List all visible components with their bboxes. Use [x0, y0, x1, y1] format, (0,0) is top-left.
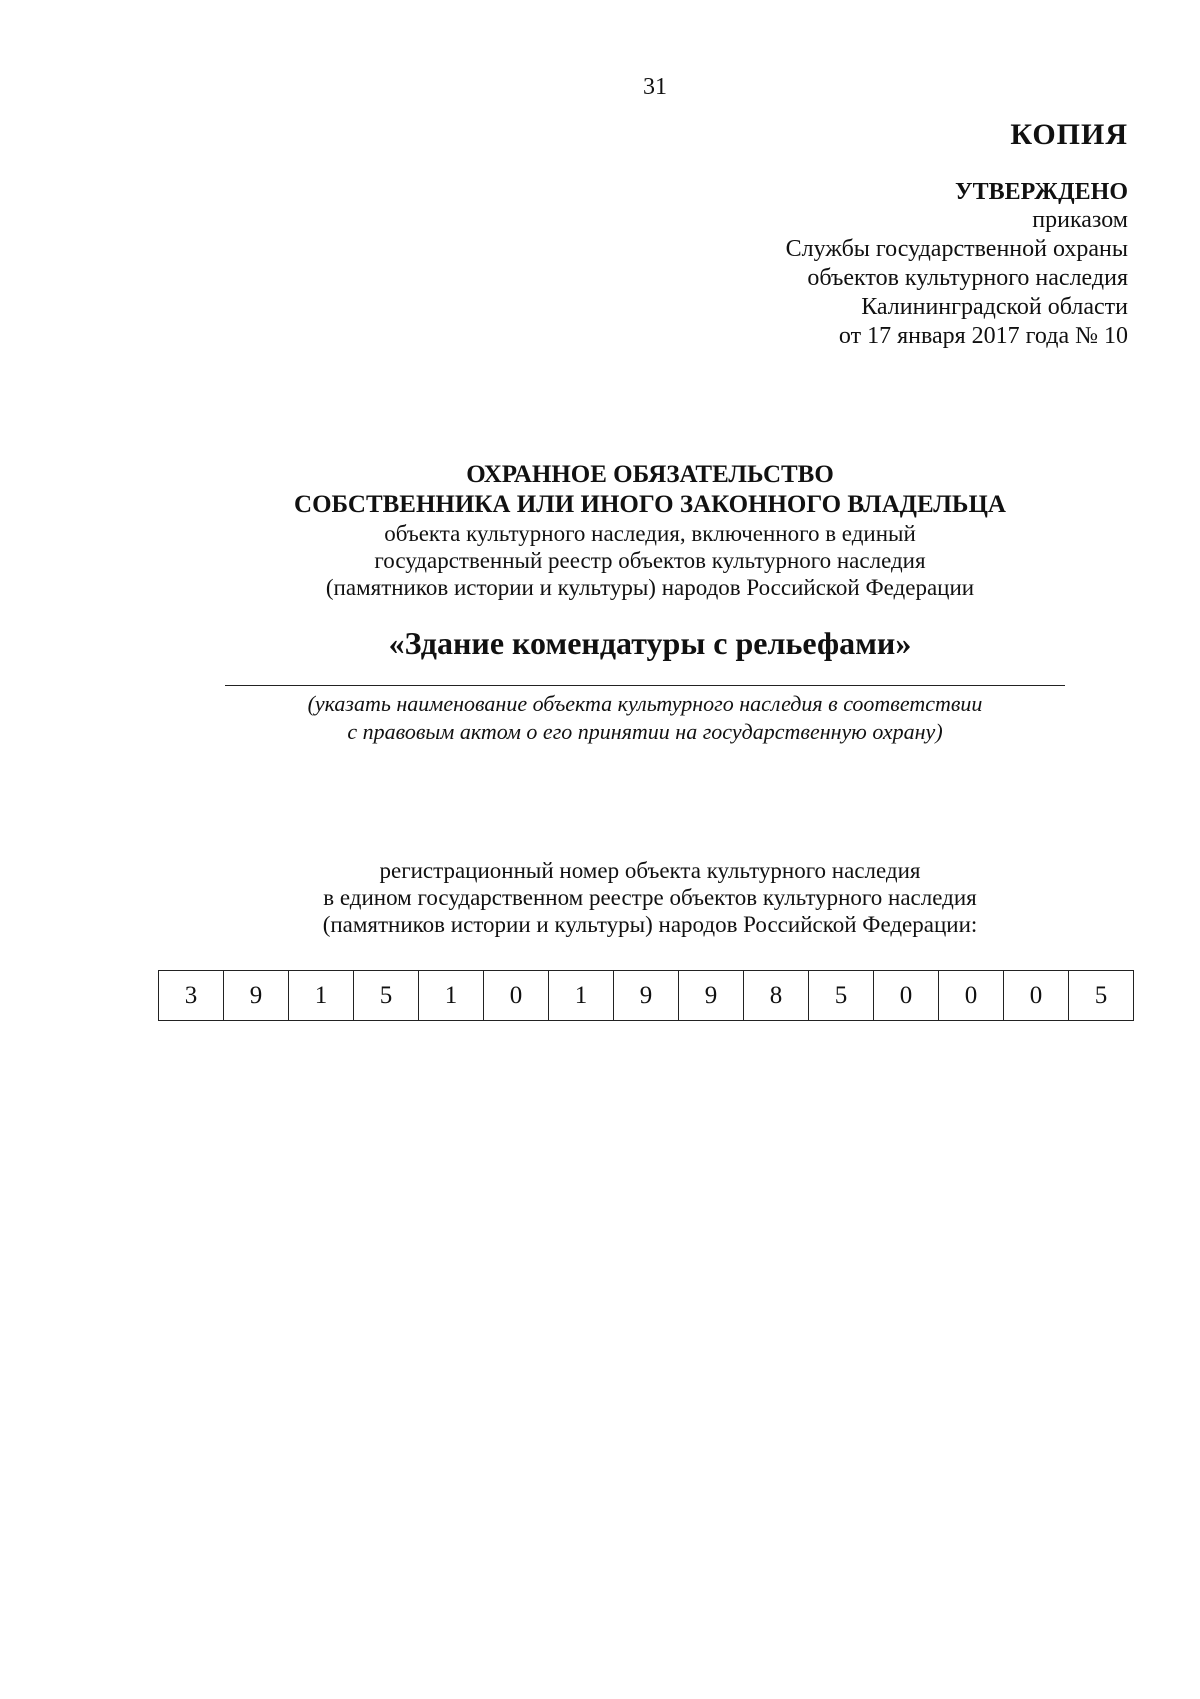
approval-line: от 17 января 2017 года № 10: [838, 323, 1128, 349]
approval-line: объектов культурного наследия: [807, 265, 1128, 291]
document-subtitle-line: (памятников истории и культуры) народов Российской Федерации: [325, 575, 975, 600]
registration-digit-cell: 5: [809, 971, 874, 1021]
document-subtitle-line: государственный реестр объектов культурного наследия: [374, 548, 926, 573]
registration-digit-cell: 9: [679, 971, 744, 1021]
approval-block: [786, 178, 1128, 351]
registration-number-row: [159, 971, 1134, 1021]
hint-line: (указать наименование объекта культурного наследия в соответствии: [307, 691, 983, 716]
document-title-line: ОХРАННОЕ ОБЯЗАТЕЛЬСТВО: [466, 461, 834, 488]
heritage-object-name: «Здание комендатуры с рельефами»: [388, 625, 912, 661]
approval-line: Службы государственной охраны: [785, 236, 1128, 262]
document-subtitle-line: объекта культурного наследия, включенного в единый: [384, 521, 916, 546]
registration-digit-cell: 0: [484, 971, 549, 1021]
hint-line: с правовым актом о его принятии на государственную охрану): [347, 719, 943, 744]
registration-digit-cell: 0: [874, 971, 939, 1021]
approval-heading: УТВЕРЖДЕНО: [954, 179, 1128, 205]
registration-digit-cell: 9: [224, 971, 289, 1021]
registration-digit-cell: 5: [1069, 971, 1134, 1021]
registration-digit-cell: 0: [1004, 971, 1069, 1021]
object-name-hint: [0, 690, 1200, 746]
copy-stamp: КОПИЯ: [1010, 118, 1128, 151]
page-number: 31: [643, 74, 667, 100]
registration-digit-cell: 8: [744, 971, 809, 1021]
registration-label-line: регистрационный номер объекта культурного наследия: [379, 858, 921, 883]
document-title-block: [0, 460, 1200, 601]
registration-digit-cell: 9: [614, 971, 679, 1021]
document-title-line: СОБСТВЕННИКА ИЛИ ИНОГО ЗАКОННОГО ВЛАДЕЛЬЦА: [294, 491, 1006, 518]
registration-digit-cell: 3: [159, 971, 224, 1021]
registration-label-line: в едином государственном реестре объектов культурного наследия: [323, 885, 977, 910]
object-name-underline: [225, 685, 1065, 686]
registration-digit-cell: 1: [419, 971, 484, 1021]
approval-line: Калининградской области: [861, 294, 1128, 320]
registration-label-line: (памятников истории и культуры) народов Российской Федерации:: [322, 912, 978, 937]
registration-digit-cell: 0: [939, 971, 1004, 1021]
registration-number-label: [0, 857, 1200, 938]
registration-number-table: [158, 970, 1134, 1021]
registration-digit-cell: 1: [289, 971, 354, 1021]
registration-digit-cell: 5: [354, 971, 419, 1021]
approval-line: приказом: [1032, 207, 1128, 233]
registration-digit-cell: 1: [549, 971, 614, 1021]
